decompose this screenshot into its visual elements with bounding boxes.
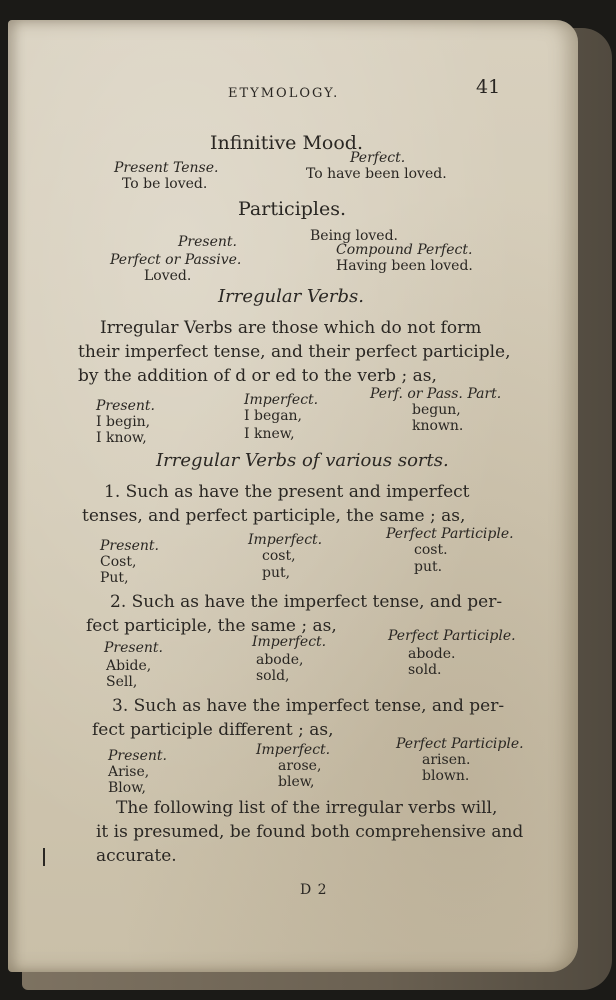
infinitive-present-value: To be loved.: [122, 176, 208, 192]
irregular-heading: Irregular Verbs.: [218, 286, 364, 307]
sort2-present-cell: Abide,: [106, 658, 152, 674]
infinitive-perfect-label: Perfect.: [350, 150, 406, 166]
irregular-col-header: Present.: [96, 398, 155, 414]
ink-mark: [43, 848, 45, 866]
participles-compound-label: Compound Perfect.: [336, 242, 473, 258]
irregular-participle-cell: begun,: [412, 402, 461, 418]
sort2-imperfect-cell: abode,: [256, 652, 304, 668]
sort3-col-header: Present.: [108, 748, 167, 764]
irregular-para-line: by the addition of d or ed to the verb ; as,: [78, 366, 437, 386]
irregular-present-cell: I know,: [96, 430, 147, 446]
sort1-present-cell: Cost,: [100, 554, 137, 570]
sort3-line: 3. Such as have the imperfect tense, and per-: [112, 696, 505, 716]
sort2-col-header: Perfect Participle.: [388, 628, 516, 644]
sort2-participle-cell: abode.: [408, 646, 456, 662]
sort1-participle-cell: cost.: [414, 542, 448, 558]
sort1-col-header: Perfect Participle.: [386, 526, 514, 542]
participles-heading: Participles.: [238, 198, 347, 220]
sort2-present-cell: Sell,: [106, 674, 138, 690]
irregular-present-cell: I begin,: [96, 414, 151, 430]
sort1-line: tenses, and perfect participle, the same ; as,: [82, 506, 466, 526]
sort1-line: 1. Such as have the present and imperfect: [104, 482, 470, 502]
signature-mark: D 2: [300, 882, 328, 898]
irregular-col-header: Imperfect.: [244, 392, 319, 408]
participles-passive-label: Perfect or Passive.: [110, 252, 242, 268]
irregular-para-line: Irregular Verbs are those which do not form: [100, 318, 482, 338]
various-heading: Irregular Verbs of various sorts.: [156, 450, 449, 471]
irregular-participle-cell: known.: [412, 418, 464, 434]
irregular-imperfect-cell: I knew,: [244, 426, 295, 442]
sort2-line: 2. Such as have the imperfect tense, and per-: [110, 592, 503, 612]
infinitive-perfect-value: To have been loved.: [306, 166, 447, 182]
irregular-col-header: Perf. or Pass. Part.: [370, 386, 502, 402]
irregular-para-line: their imperfect tense, and their perfect participle,: [78, 342, 511, 362]
sort3-col-header: Perfect Participle.: [396, 736, 524, 752]
sort1-participle-cell: put.: [414, 559, 443, 575]
participles-present-label: Present.: [178, 234, 237, 250]
sort3-line: fect participle different ; as,: [92, 720, 334, 740]
sort1-present-cell: Put,: [100, 570, 129, 586]
sort2-col-header: Present.: [104, 640, 163, 656]
page-number: 41: [476, 76, 501, 98]
participles-passive-value: Loved.: [144, 268, 192, 284]
sort2-participle-cell: sold.: [408, 662, 442, 678]
infinitive-present-label: Present Tense.: [114, 160, 219, 176]
participles-present-value: Being loved.: [310, 228, 398, 244]
sort1-imperfect-cell: cost,: [262, 548, 296, 564]
running-head: ETYMOLOGY.: [228, 86, 340, 101]
sort2-col-header: Imperfect.: [252, 634, 327, 650]
closing-line: accurate.: [96, 846, 177, 866]
participles-compound-value: Having been loved.: [336, 258, 473, 274]
sort1-col-header: Present.: [100, 538, 159, 554]
closing-line: it is presumed, be found both comprehensive and: [96, 822, 524, 842]
irregular-imperfect-cell: I began,: [244, 408, 303, 424]
sort3-participle-cell: blown.: [422, 768, 470, 784]
sort2-line: fect participle, the same ; as,: [86, 616, 337, 636]
sort3-col-header: Imperfect.: [256, 742, 331, 758]
sort2-imperfect-cell: sold,: [256, 668, 290, 684]
book-page: [8, 20, 578, 972]
sort3-present-cell: Arise,: [108, 764, 150, 780]
sort3-imperfect-cell: blew,: [278, 774, 315, 790]
sort1-col-header: Imperfect.: [248, 532, 323, 548]
sort3-present-cell: Blow,: [108, 780, 146, 796]
sort3-imperfect-cell: arose,: [278, 758, 322, 774]
infinitive-heading: Infinitive Mood.: [210, 132, 363, 154]
sort3-participle-cell: arisen.: [422, 752, 471, 768]
closing-line: The following list of the irregular verbs will,: [116, 798, 498, 818]
sort1-imperfect-cell: put,: [262, 565, 291, 581]
